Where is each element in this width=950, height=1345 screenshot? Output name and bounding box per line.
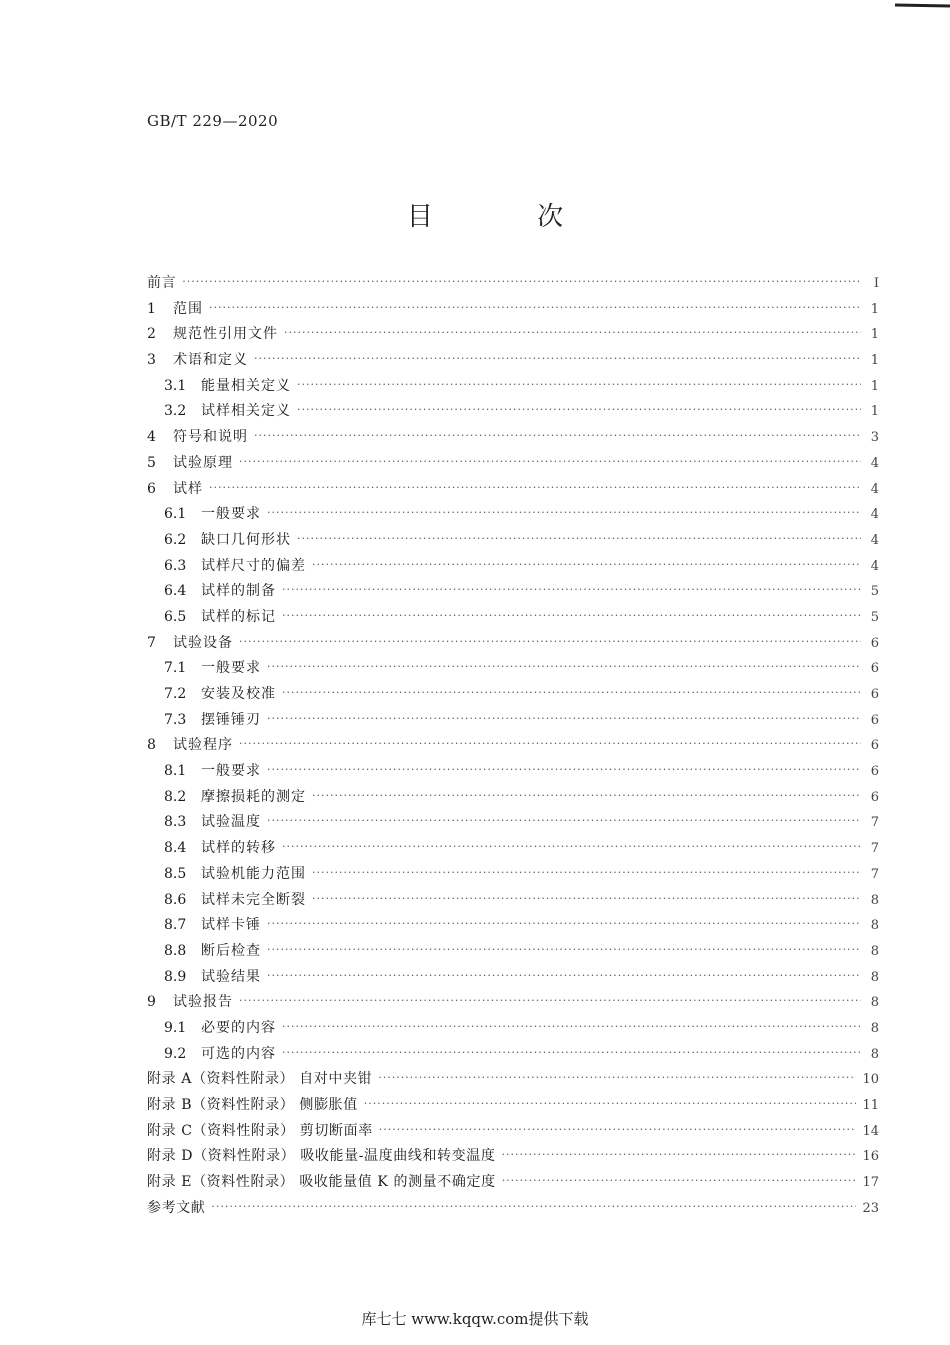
toc-entry-number: 9.2 <box>164 1045 187 1062</box>
toc-entry-title: 断后检查 <box>201 942 261 959</box>
toc-entry-number: 6 <box>147 480 156 497</box>
toc-entry-page: 8 <box>870 1046 879 1062</box>
toc-entry[interactable] <box>147 323 879 349</box>
toc-entry-page: 4 <box>870 532 879 548</box>
toc-entry-page: 23 <box>862 1200 879 1216</box>
toc-leader-dots <box>312 789 861 802</box>
toc-entry-page: 1 <box>870 378 879 394</box>
toc-entry[interactable] <box>147 400 879 426</box>
toc-leader-dots <box>282 840 861 853</box>
toc-entry-number: 4 <box>147 429 156 446</box>
toc-entry-title: 能量相关定义 <box>201 377 291 394</box>
toc-entry[interactable] <box>147 914 879 940</box>
toc-entry[interactable] <box>147 606 879 632</box>
toc-entry-number: 7 <box>147 634 156 651</box>
toc-leader-dots <box>267 763 861 776</box>
toc-entry-page: 8 <box>870 892 879 908</box>
toc-entry[interactable] <box>147 529 879 555</box>
toc-entry-title: 附录 B（资料性附录） 侧膨胀值 <box>147 1097 358 1113</box>
toc-entry[interactable] <box>147 1120 879 1146</box>
toc-leader-dots <box>282 1046 861 1059</box>
toc-entry[interactable] <box>147 863 879 889</box>
toc-leader-dots <box>267 969 861 982</box>
toc-entry-page: 1 <box>870 301 879 317</box>
toc-entry[interactable] <box>147 811 879 837</box>
toc-entry-title: 试验设备 <box>173 634 233 651</box>
toc-entry-number: 6.2 <box>164 531 187 548</box>
toc-entry-title: 前言 <box>147 275 177 291</box>
toc-entry-title: 参考文献 <box>147 1199 206 1216</box>
toc-entry-page: 4 <box>870 481 879 497</box>
toc-leader-dots <box>239 994 861 1007</box>
toc-leader-dots <box>312 892 861 905</box>
toc-entry[interactable] <box>147 1043 879 1069</box>
toc-leader-dots <box>282 686 861 699</box>
toc-entry-page: 7 <box>870 841 879 857</box>
toc-entry-title: 试验温度 <box>201 814 261 831</box>
toc-entry-title: 试样未完全断裂 <box>201 891 306 908</box>
toc-entry[interactable] <box>147 478 879 504</box>
toc-entry-title: 试样卡锤 <box>201 917 261 934</box>
toc-entry-title: 可选的内容 <box>201 1045 276 1062</box>
toc-leader-dots <box>267 814 861 827</box>
toc-entry-page: 1 <box>870 327 879 343</box>
toc-entry-page: 4 <box>870 507 879 523</box>
toc-entry-title: 试样 <box>173 480 203 497</box>
toc-entry[interactable] <box>147 940 879 966</box>
toc-entry-number: 3 <box>147 352 156 369</box>
toc-leader-dots <box>379 1123 857 1136</box>
toc-entry-page: 5 <box>870 609 879 625</box>
toc-entry[interactable] <box>147 349 879 375</box>
table-of-contents <box>147 272 879 1222</box>
toc-entry[interactable] <box>147 426 879 452</box>
toc-leader-dots <box>254 352 861 365</box>
toc-entry-page: 10 <box>862 1072 879 1088</box>
toc-leader-dots <box>297 378 861 391</box>
toc-entry-title: 试样相关定义 <box>201 403 291 420</box>
toc-entry[interactable] <box>147 786 879 812</box>
toc-leader-dots <box>254 429 861 442</box>
toc-entry-number: 7.3 <box>164 711 187 728</box>
toc-entry-title: 范围 <box>173 300 203 317</box>
toc-entry-number: 8.6 <box>164 891 187 908</box>
toc-leader-dots <box>211 1200 856 1213</box>
toc-entry-page: 8 <box>870 995 879 1011</box>
toc-entry-title: 符号和说明 <box>173 429 248 446</box>
toc-entry-page: 8 <box>870 969 879 985</box>
toc-leader-dots <box>239 455 861 468</box>
toc-entry[interactable] <box>147 1197 879 1223</box>
toc-entry[interactable] <box>147 298 879 324</box>
toc-entry-title: 试验程序 <box>173 737 233 754</box>
toc-entry-page: 7 <box>870 866 879 882</box>
toc-entry-number: 9 <box>147 994 156 1011</box>
toc-entry-title: 试样尺寸的偏差 <box>201 557 306 574</box>
toc-entry-page: 16 <box>862 1149 879 1165</box>
toc-entry-title: 必要的内容 <box>201 1019 276 1036</box>
toc-entry[interactable] <box>147 580 879 606</box>
toc-leader-dots <box>364 1097 857 1110</box>
toc-entry[interactable] <box>147 1068 879 1094</box>
toc-entry-number: 9.1 <box>164 1019 187 1036</box>
toc-entry-title: 一般要求 <box>201 660 261 677</box>
toc-entry-title: 附录 C（资料性附录） 剪切断面率 <box>147 1122 373 1139</box>
toc-leader-dots <box>267 660 861 673</box>
toc-leader-dots <box>267 917 861 930</box>
toc-entry[interactable] <box>147 837 879 863</box>
toc-entry-title: 附录 D（资料性附录） 吸收能量-温度曲线和转变温度 <box>147 1148 496 1165</box>
toc-entry[interactable] <box>147 991 879 1017</box>
toc-entry-page: 5 <box>870 584 879 600</box>
toc-entry-title: 试样的标记 <box>201 608 276 625</box>
toc-entry-page: 4 <box>870 558 879 574</box>
toc-entry-page: 3 <box>870 430 879 446</box>
toc-leader-dots <box>282 609 861 622</box>
toc-entry[interactable] <box>147 1171 879 1197</box>
toc-entry-title: 安装及校准 <box>201 686 276 702</box>
toc-leader-dots <box>282 583 861 596</box>
standard-code: GB/T 229—2020 <box>147 112 279 130</box>
toc-entry[interactable] <box>147 632 879 658</box>
toc-entry[interactable] <box>147 1145 879 1171</box>
toc-entry-page: 8 <box>870 943 879 959</box>
toc-entry[interactable] <box>147 555 879 581</box>
toc-leader-dots <box>209 301 861 314</box>
toc-entry-title: 附录 A（资料性附录） 自对中夹钳 <box>147 1071 373 1088</box>
toc-leader-dots <box>297 403 861 416</box>
toc-leader-dots <box>297 532 861 545</box>
toc-entry-number: 8.3 <box>164 814 187 831</box>
toc-entry-title: 术语和定义 <box>173 352 248 369</box>
toc-entry-title: 试样的制备 <box>201 583 276 600</box>
toc-entry-number: 8.4 <box>164 840 187 857</box>
toc-leader-dots <box>239 737 861 750</box>
toc-entry-page: 6 <box>870 661 879 677</box>
toc-entry-title: 一般要求 <box>201 763 261 780</box>
toc-entry-number: 8.8 <box>164 942 187 959</box>
download-footer: 库七七 www.kqqw.com提供下载 <box>361 1310 589 1328</box>
toc-entry[interactable] <box>147 503 879 529</box>
toc-entry-number: 8.1 <box>164 763 187 780</box>
toc-entry[interactable] <box>147 375 879 401</box>
toc-entry-page: 1 <box>870 404 879 420</box>
toc-entry-page: 17 <box>862 1175 879 1191</box>
toc-entry-page: Ⅰ <box>873 276 879 291</box>
toc-entry-title: 一般要求 <box>201 506 261 523</box>
toc-entry-number: 5 <box>147 454 156 471</box>
toc-entry-title: 试验结果 <box>201 968 261 985</box>
toc-entry-number: 8.5 <box>164 865 187 882</box>
toc-leader-dots <box>312 866 861 879</box>
toc-entry-title: 规范性引用文件 <box>173 326 278 343</box>
toc-entry-title: 试样的转移 <box>201 840 276 857</box>
toc-leader-dots <box>284 326 861 339</box>
toc-leader-dots <box>209 481 861 494</box>
toc-leader-dots <box>282 1020 861 1033</box>
toc-entry-number: 6.1 <box>164 506 187 523</box>
scan-corner-mark <box>895 4 950 8</box>
toc-entry-page: 6 <box>870 712 879 728</box>
toc-entry-number: 8 <box>147 737 156 754</box>
toc-entry[interactable] <box>147 1017 879 1043</box>
toc-entry-number: 8.2 <box>164 788 187 805</box>
toc-entry-number: 3.1 <box>164 377 187 394</box>
toc-entry[interactable] <box>147 683 879 709</box>
toc-entry-number: 1 <box>147 300 156 317</box>
toc-entry-number: 8.9 <box>164 968 187 985</box>
toc-entry-number: 6.5 <box>164 608 187 625</box>
toc-leader-dots <box>378 1071 856 1084</box>
toc-leader-dots <box>312 558 861 571</box>
toc-leader-dots <box>267 712 861 725</box>
toc-entry[interactable] <box>147 966 879 992</box>
toc-entry-page: 8 <box>870 1020 879 1036</box>
toc-entry-title: 附录 E（资料性附录） 吸收能量值 K 的测量不确定度 <box>147 1174 496 1191</box>
toc-entry[interactable] <box>147 734 879 760</box>
toc-entry-number: 6.4 <box>164 583 187 600</box>
toc-entry-title: 摩擦损耗的测定 <box>201 788 306 805</box>
toc-leader-dots <box>267 943 861 956</box>
toc-entry-title: 缺口几何形状 <box>201 531 291 548</box>
toc-leader-dots <box>182 275 861 288</box>
toc-entry[interactable] <box>147 1094 879 1120</box>
toc-entry-page: 4 <box>870 455 879 471</box>
toc-entry[interactable] <box>147 760 879 786</box>
toc-entry-page: 6 <box>870 635 879 651</box>
toc-entry-page: 14 <box>862 1123 879 1139</box>
toc-entry-title: 试验原理 <box>173 454 233 471</box>
toc-entry-page: 11 <box>862 1098 879 1113</box>
toc-leader-dots <box>267 506 861 519</box>
toc-leader-dots <box>239 635 861 648</box>
toc-entry-page: 7 <box>870 815 879 831</box>
toc-leader-dots <box>502 1174 857 1187</box>
toc-entry-page: 6 <box>870 764 879 780</box>
toc-entry[interactable] <box>147 452 879 478</box>
toc-entry[interactable] <box>147 889 879 915</box>
toc-entry-title: 试验机能力范围 <box>201 865 306 882</box>
toc-entry-number: 7.1 <box>164 660 187 677</box>
toc-entry-number: 7.2 <box>164 686 187 702</box>
toc-entry-page: 8 <box>870 918 879 934</box>
toc-entry-number: 2 <box>147 326 156 343</box>
toc-entry-page: 6 <box>870 687 879 702</box>
toc-leader-dots <box>501 1148 856 1161</box>
toc-entry-number: 3.2 <box>164 403 187 420</box>
toc-entry-title: 试验报告 <box>173 994 233 1011</box>
toc-entry-number: 8.7 <box>164 917 187 934</box>
toc-entry[interactable] <box>147 657 879 683</box>
toc-entry[interactable] <box>147 709 879 735</box>
toc-title: 目 次 <box>406 202 612 232</box>
toc-entry-number: 6.3 <box>164 557 187 574</box>
toc-entry-title: 摆锤锤刃 <box>201 711 261 728</box>
toc-entry-page: 6 <box>870 789 879 805</box>
toc-entry-page: 1 <box>870 353 879 369</box>
toc-entry[interactable] <box>147 272 879 298</box>
toc-entry-page: 6 <box>870 738 879 754</box>
